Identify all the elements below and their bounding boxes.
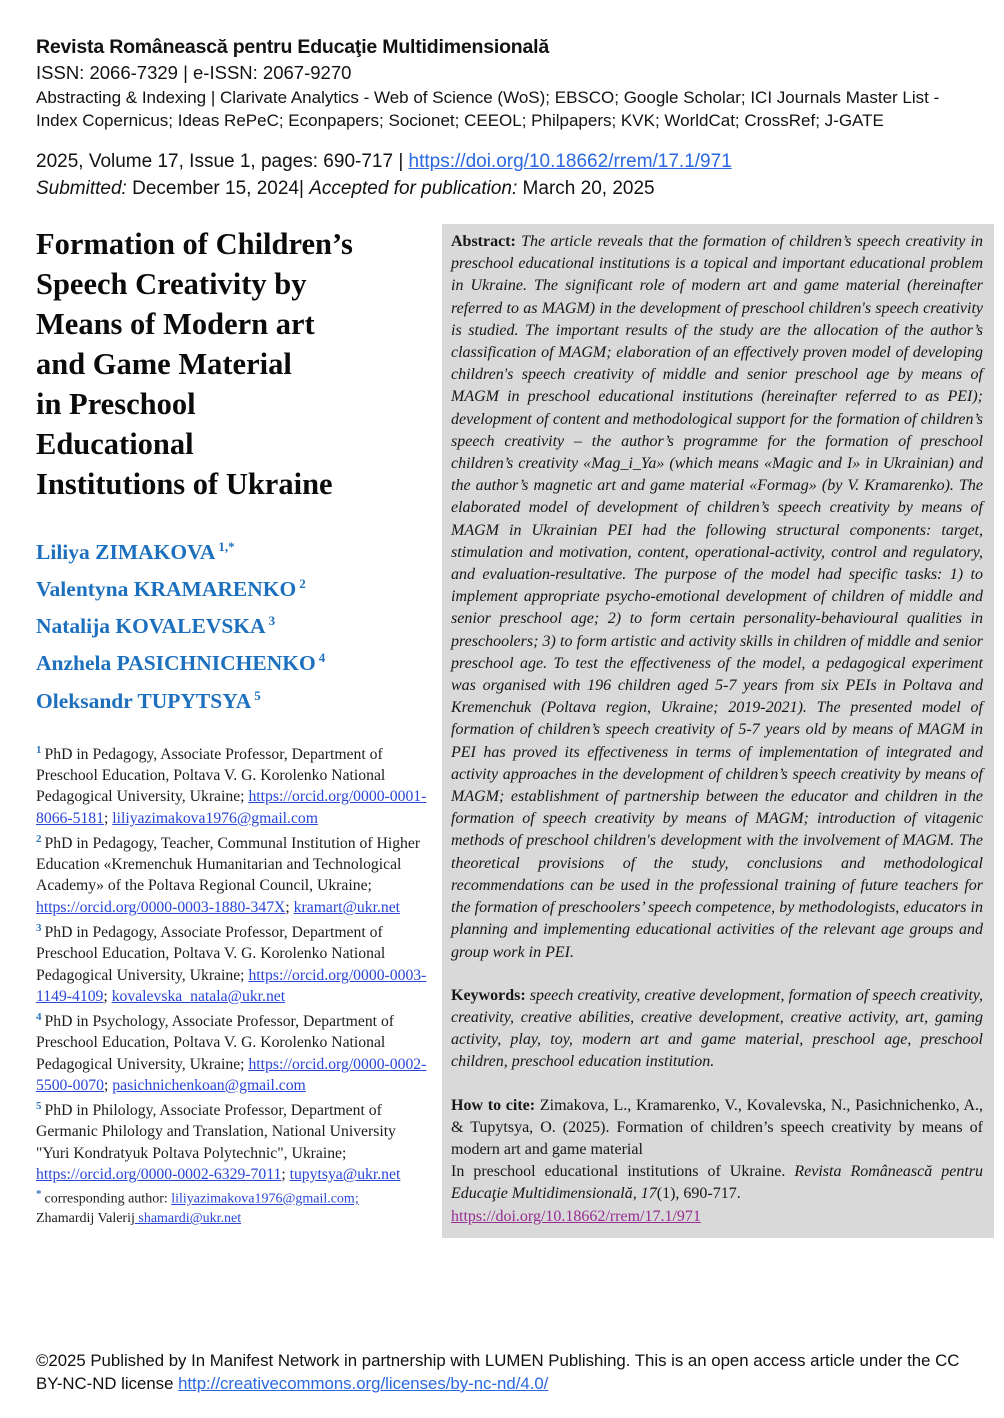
- footnote-marker: 5: [36, 1099, 42, 1112]
- how-to-cite-paragraph: [451, 1095, 983, 1228]
- footnote-affiliation-2: [36, 829, 430, 918]
- author-name: Oleksandr TUPYTSYA $^5$: [36, 687, 261, 713]
- citation-issue-pages: (1), 690-717.: [656, 1185, 741, 1203]
- corresponding-marker: *: [36, 1188, 42, 1201]
- title-authors-column: [36, 224, 430, 1229]
- keywords-label: Keywords:: [451, 986, 526, 1004]
- authors-list: [36, 531, 430, 717]
- footnote-text: PhD in Psychology, Associate Professor, Department of Preschool Education, Poltava V. G. Korolenko National Pedagogical University, Ukraine;: [36, 1013, 395, 1073]
- email-link[interactable]: kramart@ukr.net: [293, 898, 401, 916]
- orcid-link[interactable]: https://orcid.org/0000-0003-1149-4109: [36, 966, 427, 1005]
- title-line: Means of Modern art: [36, 307, 315, 341]
- journal-title: Revista Românească pentru Educaţie Multidimensională: [36, 36, 549, 58]
- license-link[interactable]: http://creativecommons.org/licenses/by-nc-nd/4.0/: [178, 1374, 549, 1393]
- footnote-marker: 1: [36, 743, 42, 756]
- author-affiliation-marker: 5: [254, 687, 261, 703]
- submitted-date: December 15, 2024|: [126, 178, 310, 199]
- title-line: Formation of Children’s: [36, 227, 353, 261]
- title-line: and Game Material: [36, 347, 292, 381]
- citation-doi-link[interactable]: https://doi.org/10.18662/rrem/17.1/971: [451, 1207, 701, 1225]
- abstract-label: Abstract:: [451, 233, 516, 250]
- volume-issue-text: 2025, Volume 17, Issue 1, pages: 690-717 |: [36, 151, 409, 172]
- accepted-label: Accepted for publication:: [309, 178, 518, 199]
- footnote-separator: ;: [103, 987, 112, 1005]
- author-affiliation-marker: 4: [318, 650, 326, 666]
- keywords-text: speech creativity, creative development, formation of speech creativity, creativity, creative abilities, creative development, creative activity, art, gaming activity, play, toy, modern art and game material, preschool age, preschool children, preschool education institution.: [451, 986, 984, 1071]
- submission-dates-line: [36, 175, 982, 202]
- volume-issue-line: [36, 149, 982, 175]
- orcid-link[interactable]: https://orcid.org/0000-0003-1880-347X: [36, 898, 286, 916]
- how-to-cite-label: How to cite:: [451, 1096, 536, 1114]
- abstract-panel: [442, 224, 994, 1238]
- issn-line: ISSN: 2066-7329 | e-ISSN: 2067-9270: [36, 62, 352, 83]
- title-line: in Preschool: [36, 387, 196, 421]
- orcid-link[interactable]: https://orcid.org/0000-0002-6329-7011: [36, 1165, 282, 1183]
- footnote-text: PhD in Pedagogy, Associate Professor, Department of Preschool Education, Poltava V. G. Korolenko National Pedagogical University, Ukraine;: [36, 924, 386, 984]
- footnote-marker: 4: [36, 1010, 42, 1023]
- author-footnotes: [36, 740, 430, 1229]
- author-affiliation-marker: 1,*: [218, 539, 235, 554]
- corresponding-extra-name: Zhamardij Valerij: [36, 1211, 135, 1227]
- author-affiliation-marker: 2: [299, 576, 306, 592]
- license-footer: [36, 1349, 982, 1395]
- corresponding-email2-link[interactable]: shamardi@ukr.net: [134, 1211, 242, 1227]
- content-columns: [36, 224, 982, 1238]
- orcid-link[interactable]: https://orcid.org/0000-0002-5500-0070: [36, 1055, 427, 1094]
- author-affiliation-marker: 3: [268, 613, 276, 629]
- footnote-affiliation-3: [36, 918, 430, 1007]
- citation-journal-name: Revista Românească pentru Educaţie Multidimensională,: [451, 1163, 983, 1203]
- footnote-marker: 3: [36, 921, 42, 934]
- orcid-link[interactable]: https://orcid.org/0000-0001-8066-5181: [36, 788, 427, 827]
- journal-header: [36, 34, 982, 202]
- doi-link[interactable]: https://doi.org/10.18662/rrem/17.1/971: [408, 151, 732, 172]
- keywords-paragraph: [451, 985, 983, 1074]
- title-line: Educational: [36, 427, 194, 461]
- email-link[interactable]: tupytsya@ukr.net: [289, 1165, 401, 1183]
- submitted-label: Submitted:: [36, 178, 127, 199]
- citation-volume: 17: [640, 1185, 657, 1203]
- footnote-separator: ;: [285, 898, 294, 916]
- license-text: ©2025 Published by In Manifest Network in partnership with LUMEN Publishing. This is an open access article under the CC BY-NC-ND license: [36, 1351, 960, 1393]
- footnote-separator: ;: [103, 1076, 113, 1094]
- corresponding-author-note: [36, 1185, 430, 1229]
- footnote-marker: 2: [36, 832, 42, 845]
- corresponding-label: corresponding author:: [44, 1191, 172, 1207]
- email-link[interactable]: liliyazimakova1976@gmail.com: [112, 809, 318, 827]
- citation-authors-text: Zimakova, L., Kramarenko, V., Kovalevska, N., Pasichnichenko, A., & Tupytsya, O. (2025). Formation of children’s speech creativity by means of modern art and game material: [451, 1096, 984, 1158]
- author-name: Natalija KOVALEVSKA $^3$: [36, 613, 276, 639]
- footnote-affiliation-5: [36, 1096, 430, 1185]
- indexing-line: Abstracting & Indexing | Clarivate Analytics - Web of Science (WoS); EBSCO; Google Scholar; ICI Journals Master List - Index Copernicus; Ideas RePeC; Econpapers; Socionet; CEEOL; Philpapers; KVK; WorldCat; CrossRef; J-GATE: [36, 88, 940, 130]
- footnote-separator: ;: [281, 1165, 290, 1183]
- article-title: [36, 224, 430, 504]
- email-link[interactable]: kovalevska_natala@ukr.net: [111, 987, 286, 1005]
- author-name: Liliya ZIMAKOVA $^{1,*}$: [36, 539, 235, 565]
- footnote-text: PhD in Philology, Associate Professor, Department of Germanic Philology and Translation, National University "Yuri Kondratyuk Poltava Polytechnic", Ukraine;: [36, 1102, 396, 1162]
- footnote-affiliation-4: [36, 1007, 430, 1096]
- email-link[interactable]: pasichnichenkoan@gmail.com: [112, 1076, 306, 1094]
- corresponding-email-link[interactable]: liliyazimakova1976@gmail.com;: [171, 1191, 359, 1207]
- abstract-paragraph: [451, 231, 983, 964]
- footnote-text: PhD in Pedagogy, Associate Professor, Department of Preschool Education, Poltava V. G. Korolenko National Pedagogical University, Ukraine;: [36, 746, 386, 806]
- title-line: Speech Creativity by: [36, 267, 307, 301]
- title-line: Institutions of Ukraine: [36, 467, 333, 501]
- footnote-affiliation-1: [36, 740, 430, 829]
- author-name: Valentyna KRAMARENKO $^2$: [36, 576, 306, 602]
- footnote-separator: ;: [103, 809, 113, 827]
- author-name: Anzhela PASICHNICHENKO $^4$: [36, 650, 326, 676]
- accepted-date: March 20, 2025: [517, 178, 655, 199]
- abstract-text: The article reveals that the formation of children’s speech creativity in preschool educational institutions is a topical and important educational problem in Ukraine. The significant role of modern art and game material (hereinafter referred to as MAGM) in the development of preschool children's speech creativity is studied. The important results of the study are the allocation of the author’s classification of MAGM; elaboration of an effectively proven model of developing children's speech creativity of middle and senior preschool age by means of MAGM in preschool educational institutions (hereinafter referred to as PEI); development of content and methodological support for the formation of children’s speech creativity – the author’s programme for the formation of preschool children’s creativity «Mag_i_Ya» (which means «Magic and I» in Ukrainian) and the author’s magnetic art and game material «Formag» (by V. Kramarenko). The elaborated model of development of children’s speech creativity by means of MAGM in Ukrainian PEI had the following structural components: target, stimulation and motivation, content, operational-activity, control and regulatory, and evaluation-resultative. The purpose of the model had specific tasks: 1) to implement appropriate psycho-emotional development of children of middle and senior preschool age; 2) to form certain personality-behavioural qualities in preschoolers; 3) to form artistic and activity skills in children of middle and senior preschool age. To test the effectiveness of the model, a pedagogical experiment was organised with 196 children aged 5-7 years from six PEIs in Poltava and Kremenchuk (Poltava region, Ukraine; 2019-2021). The presented model of formation of children’s speech creativity of 5-7 years old by means of MAGM in PEI has proved its effectiveness in terms of implementation of integrated and activity approaches in the development of children’s speech creativity by means of MAGM; establishment of partnership between the educator and children in the formation of speech creativity by means of MAGM; introduction of vitagenic methods of preschool children's development with the involvement of MAGM. The theoretical provisions of the study, conclusions and methodological recommendations can be used in the professional training of future teachers for the formation of preschoolers’ speech competence, by methodologists, educators in planning and implementing educational activities of the relevant age groups and group work in PEI.: [451, 233, 984, 961]
- footnote-text: PhD in Pedagogy, Teacher, Communal Institution of Higher Education «Kremenchuk Humanitarian and Technological Academy» of the Poltava Regional Council, Ukraine;: [36, 835, 421, 895]
- citation-continuation-text: In preschool educational institutions of Ukraine.: [451, 1163, 795, 1181]
